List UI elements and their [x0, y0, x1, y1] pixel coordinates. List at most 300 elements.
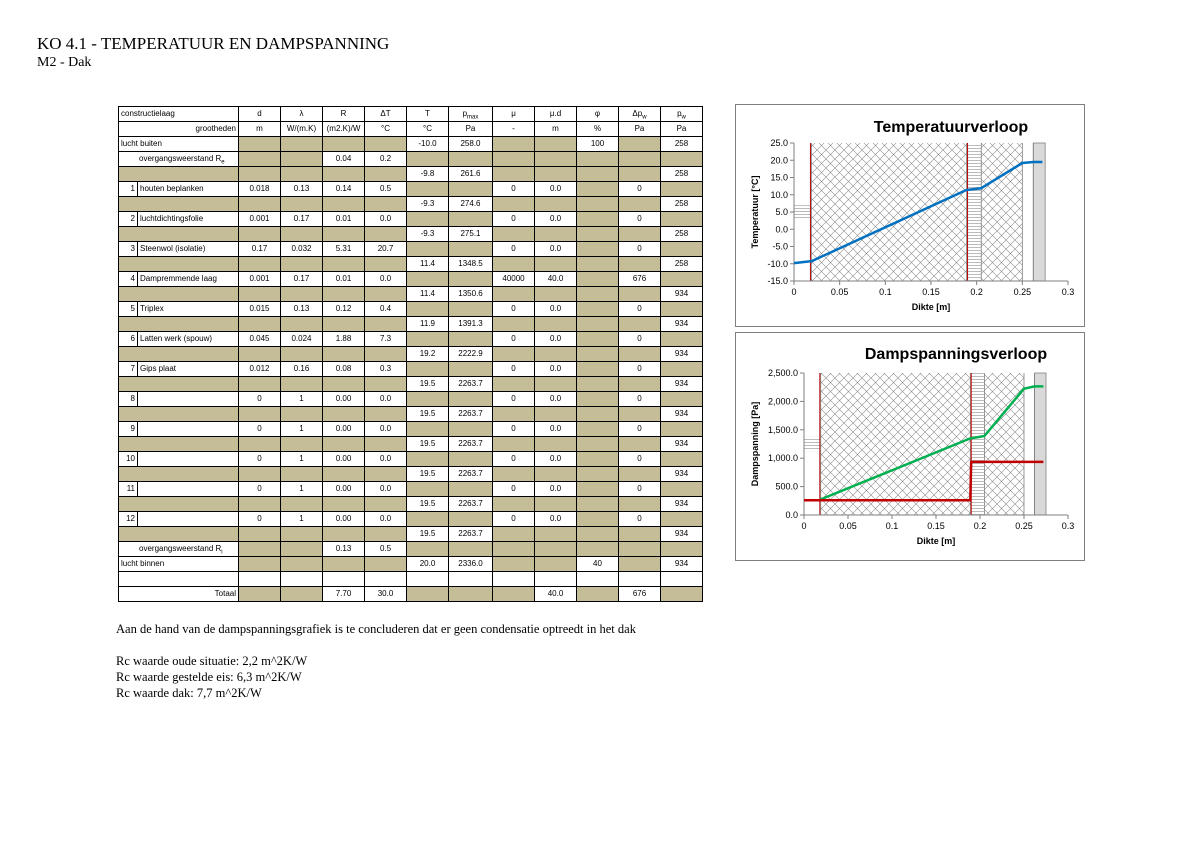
- R-cell: 0.00: [323, 512, 365, 527]
- pmax-cell: 1348.5: [449, 257, 493, 272]
- lambda-cell: 1: [281, 422, 323, 437]
- table-cell: [365, 557, 407, 572]
- mu-cell: 0: [493, 452, 535, 467]
- table-cell: [365, 407, 407, 422]
- table-cell: [577, 392, 619, 407]
- table-cell: [239, 467, 281, 482]
- layer-row: [119, 422, 703, 437]
- layer-number: 8: [119, 392, 138, 406]
- table-cell: [449, 212, 493, 227]
- mu-cell: 40000: [493, 272, 535, 287]
- dT-cell: 0.4: [365, 302, 407, 317]
- outside-film-region: [794, 205, 810, 219]
- T-cell: -10.0: [407, 137, 449, 152]
- dpw-cell: 0: [619, 242, 661, 257]
- table-cell: [239, 167, 281, 182]
- layer-name-cell: [119, 182, 239, 197]
- layer-name-cell: [119, 332, 239, 347]
- table-cell: [239, 587, 281, 602]
- pw-cell: 934: [661, 347, 703, 362]
- T-cell: 19.5: [407, 467, 449, 482]
- table-cell: [619, 437, 661, 452]
- table-cell: [449, 392, 493, 407]
- x-tick-label: 0.15: [927, 521, 945, 531]
- table-cell: [281, 377, 323, 392]
- table-cell: [535, 467, 577, 482]
- table-cell: [493, 377, 535, 392]
- table-cell: [407, 242, 449, 257]
- lambda-cell: 1: [281, 482, 323, 497]
- R-total: 7.70: [323, 587, 365, 602]
- table-cell: [239, 152, 281, 167]
- table-cell: [281, 437, 323, 452]
- dpw-cell: 0: [619, 392, 661, 407]
- table-cell: [323, 227, 365, 242]
- pw-cell: 934: [661, 287, 703, 302]
- triplex-region: [971, 373, 984, 515]
- table-cell: [577, 227, 619, 242]
- table-cell: [577, 182, 619, 197]
- table-cell: [365, 317, 407, 332]
- unit-cell: %: [577, 122, 619, 137]
- T-cell: 19.2: [407, 347, 449, 362]
- layer-name: [138, 424, 140, 433]
- x-tick-label: 0.05: [830, 287, 849, 297]
- empty-cell: [493, 572, 535, 587]
- table-cell: [535, 377, 577, 392]
- pmax-cell: 275.1: [449, 227, 493, 242]
- table-cell: [619, 542, 661, 557]
- layer-row: [119, 452, 703, 467]
- mud-cell: 0.0: [535, 182, 577, 197]
- unit-cell: Pa: [661, 122, 703, 137]
- y-tick-label: 1,500.0: [767, 424, 798, 435]
- mud-cell: 0.0: [535, 212, 577, 227]
- table-cell: [407, 302, 449, 317]
- T-cell: 19.5: [407, 497, 449, 512]
- empty-cell: [619, 572, 661, 587]
- table-cell: [449, 272, 493, 287]
- R-cell: 0.00: [323, 482, 365, 497]
- R-cell: 0.13: [323, 542, 365, 557]
- d-cell: 0: [239, 422, 281, 437]
- layer-number: 12: [119, 512, 138, 526]
- dpw-cell: 0: [619, 182, 661, 197]
- empty-cell: [323, 572, 365, 587]
- x-tick-label: 0.15: [922, 287, 940, 297]
- table-cell: [493, 587, 535, 602]
- table-cell: [535, 407, 577, 422]
- gypsum-region: [1033, 143, 1045, 281]
- d-cell: 0.001: [239, 272, 281, 287]
- table-cell: [661, 362, 703, 377]
- table-cell: [407, 332, 449, 347]
- table-cell: [281, 527, 323, 542]
- table-cell: [407, 512, 449, 527]
- table-cell: [365, 467, 407, 482]
- layer-row: [119, 512, 703, 527]
- layer-name: Gips plaat: [140, 364, 177, 373]
- dT-cell: 0.2: [365, 152, 407, 167]
- lambda-cell: 1: [281, 512, 323, 527]
- unit-cell: grootheden: [119, 122, 239, 137]
- lambda-cell: 0.17: [281, 272, 323, 287]
- dpw-cell: 0: [619, 482, 661, 497]
- mu-cell: 0: [493, 362, 535, 377]
- gypsum-region: [1035, 373, 1046, 515]
- table-cell: [493, 542, 535, 557]
- table-cell: [365, 227, 407, 242]
- pmax-cell: 274.6: [449, 197, 493, 212]
- interface-row: [119, 377, 703, 392]
- table-cell: [323, 497, 365, 512]
- table-cell: [619, 407, 661, 422]
- table-cell: [407, 452, 449, 467]
- table-cell: [577, 287, 619, 302]
- surface-resistance-row-rse: [119, 152, 703, 167]
- dpw-cell: 0: [619, 512, 661, 527]
- lambda-cell: 1: [281, 392, 323, 407]
- pw-cell: 934: [661, 467, 703, 482]
- table-cell: [449, 482, 493, 497]
- layer-name: luchtdichtingsfolie: [140, 214, 204, 223]
- table-cell: [577, 467, 619, 482]
- table-cell: [493, 527, 535, 542]
- outside-label: lucht buiten: [119, 137, 239, 152]
- table-cell: [449, 452, 493, 467]
- table-cell: [407, 362, 449, 377]
- R-cell: 0.12: [323, 302, 365, 317]
- insulation-region: [820, 373, 971, 515]
- interface-row: [119, 497, 703, 512]
- table-cell: [119, 467, 239, 482]
- unit-cell: °C: [365, 122, 407, 137]
- chart-title: Dampspanningsverloop: [864, 346, 1048, 363]
- empty-cell: [661, 572, 703, 587]
- T-cell: 11.9: [407, 317, 449, 332]
- rc-old-text: Rc waarde oude situatie: 2,2 m^2K/W: [116, 654, 308, 668]
- mud-cell: 0.0: [535, 512, 577, 527]
- R-cell: 5.31: [323, 242, 365, 257]
- table-cell: [239, 497, 281, 512]
- dT-cell: 0.0: [365, 212, 407, 227]
- mud-cell: 0.0: [535, 332, 577, 347]
- conclusion-text: Aan de hand van de dampspanningsgrafiek is te concluderen dat er geen condensatie optreedt in het dak: [116, 622, 636, 636]
- table-cell: [535, 557, 577, 572]
- interface-row: [119, 227, 703, 242]
- empty-row: [119, 572, 703, 587]
- x-tick-label: 0.3: [1061, 521, 1075, 531]
- interface-row: [119, 467, 703, 482]
- table-cell: [281, 197, 323, 212]
- pw-cell: 258: [661, 137, 703, 152]
- table-cell: [661, 482, 703, 497]
- pw-cell: 934: [661, 377, 703, 392]
- y-tick-label: 15.0: [770, 172, 788, 183]
- table-cell: [365, 497, 407, 512]
- table-cell: [577, 437, 619, 452]
- interface-row: [119, 347, 703, 362]
- layer-name: [138, 514, 140, 523]
- table-cell: [281, 257, 323, 272]
- x-axis-label: Dikte [m]: [911, 302, 951, 312]
- phi-cell: 40: [577, 557, 619, 572]
- table-cell: [239, 197, 281, 212]
- table-cell: [493, 257, 535, 272]
- table-cell: [281, 317, 323, 332]
- y-tick-label: 0.0: [785, 510, 798, 520]
- mud-cell: 0.0: [535, 392, 577, 407]
- x-tick-label: 0: [801, 521, 807, 531]
- table-cell: [281, 587, 323, 602]
- dT-cell: 7.3: [365, 332, 407, 347]
- interface-row: [119, 197, 703, 212]
- table-cell: [493, 557, 535, 572]
- table-cell: [619, 317, 661, 332]
- table-cell: [239, 542, 281, 557]
- y-tick-label: 10.0: [770, 189, 788, 200]
- triplex-region: [968, 143, 982, 281]
- mu-cell: 0: [493, 302, 535, 317]
- table-cell: [407, 542, 449, 557]
- page-header: [37, 34, 389, 71]
- table-cell: [577, 302, 619, 317]
- dpw-cell: 0: [619, 212, 661, 227]
- dpw-cell: 676: [619, 272, 661, 287]
- table-cell: [239, 407, 281, 422]
- table-cell: [535, 227, 577, 242]
- table-cell: [365, 287, 407, 302]
- rc-roof-text: Rc waarde dak: 7,7 m^2K/W: [116, 686, 262, 700]
- y-tick-label: -10.0: [767, 258, 788, 269]
- table-cell: [493, 347, 535, 362]
- layer-name: Dampremmende laag: [140, 274, 217, 283]
- T-cell: 11.4: [407, 287, 449, 302]
- table-cell: [407, 422, 449, 437]
- unit-cell: °C: [407, 122, 449, 137]
- unit-cell: W/(m.K): [281, 122, 323, 137]
- layer-row: [119, 332, 703, 347]
- lambda-cell: 0.13: [281, 302, 323, 317]
- pmax-cell: 2336.0: [449, 557, 493, 572]
- mud-total: 40.0: [535, 587, 577, 602]
- total-label: Totaal: [119, 587, 239, 602]
- table-cell: [619, 557, 661, 572]
- layer-number: 6: [119, 332, 138, 346]
- pmax-cell: 2263.7: [449, 377, 493, 392]
- table-cell: [119, 497, 239, 512]
- table-cell: [281, 137, 323, 152]
- layer-name-cell: [119, 242, 239, 257]
- R-cell: 1.88: [323, 332, 365, 347]
- table-cell: [239, 227, 281, 242]
- notes: [116, 621, 636, 701]
- x-tick-label: 0.2: [970, 287, 983, 297]
- table-cell: [577, 512, 619, 527]
- dT-total: 30.0: [365, 587, 407, 602]
- T-cell: 19.5: [407, 527, 449, 542]
- d-cell: 0.17: [239, 242, 281, 257]
- table-cell: [661, 542, 703, 557]
- inside-label: lucht binnen: [119, 557, 239, 572]
- layer-name: Latten werk (spouw): [140, 334, 213, 343]
- table-cell: [619, 287, 661, 302]
- dT-cell: 0.0: [365, 272, 407, 287]
- mud-cell: 0.0: [535, 452, 577, 467]
- table-cell: [449, 332, 493, 347]
- table-cell: [407, 152, 449, 167]
- outside-film-region: [804, 437, 820, 451]
- d-cell: 0: [239, 512, 281, 527]
- table-cell: [535, 317, 577, 332]
- table-cell: [281, 287, 323, 302]
- table-cell: [281, 152, 323, 167]
- mud-cell: 0.0: [535, 482, 577, 497]
- table-cell: [119, 227, 239, 242]
- table-cell: [323, 257, 365, 272]
- table-cell: [493, 467, 535, 482]
- dT-cell: 0.0: [365, 422, 407, 437]
- table-cell: [535, 287, 577, 302]
- table-cell: [407, 212, 449, 227]
- layer-row: [119, 392, 703, 407]
- x-tick-label: 0.1: [879, 287, 892, 297]
- chart-title: Temperatuurverloop: [873, 119, 1029, 136]
- table-cell: [535, 347, 577, 362]
- table-cell: [619, 347, 661, 362]
- header-cell: μ: [493, 107, 535, 122]
- y-tick-label: 500.0: [775, 481, 798, 492]
- lambda-cell: 0.13: [281, 182, 323, 197]
- header-cell: $\Delta p_w$: [619, 107, 661, 122]
- table-cell: [281, 557, 323, 572]
- layer-number: 7: [119, 362, 138, 376]
- vapour-pressure-chart: [735, 332, 1085, 561]
- table-cell: [577, 212, 619, 227]
- table-cell: [577, 242, 619, 257]
- y-tick-label: -15.0: [767, 276, 788, 286]
- table-cell: [661, 392, 703, 407]
- pmax-cell: 2263.7: [449, 437, 493, 452]
- table-cell: [449, 542, 493, 557]
- table-cell: [323, 317, 365, 332]
- table-cell: [449, 422, 493, 437]
- pw-cell: 934: [661, 557, 703, 572]
- x-axis-label: Dikte [m]: [916, 536, 956, 546]
- table-cell: [619, 467, 661, 482]
- lambda-cell: 0.17: [281, 212, 323, 227]
- empty-cell: [239, 572, 281, 587]
- table-cell: [619, 137, 661, 152]
- table-cell: [407, 392, 449, 407]
- table-cell: [407, 272, 449, 287]
- table-cell: [239, 257, 281, 272]
- rc-requirement-text: Rc waarde gestelde eis: 6,3 m^2K/W: [116, 670, 302, 684]
- mud-cell: 40.0: [535, 272, 577, 287]
- y-axis-label: Temperatuur [°C]: [750, 175, 760, 249]
- table-cell: [577, 257, 619, 272]
- dT-cell: 0.5: [365, 182, 407, 197]
- x-tick-label: 0.05: [839, 521, 857, 531]
- table-cell: [619, 497, 661, 512]
- pw-cell: 934: [661, 497, 703, 512]
- dpw-total: 676: [619, 587, 661, 602]
- table-cell: [449, 362, 493, 377]
- layer-name-cell: [119, 422, 239, 437]
- pmax-cell: 258.0: [449, 137, 493, 152]
- table-cell: [661, 422, 703, 437]
- vapour-pressure-chart-svg: [736, 333, 1084, 560]
- table-cell: [323, 197, 365, 212]
- y-tick-label: 25.0: [770, 138, 788, 148]
- R-cell: 0.00: [323, 452, 365, 467]
- mud-cell: 0.0: [535, 422, 577, 437]
- dpw-cell: 0: [619, 302, 661, 317]
- table-cell: [493, 437, 535, 452]
- interface-row: [119, 167, 703, 182]
- dT-cell: 0.5: [365, 542, 407, 557]
- R-cell: 0.01: [323, 272, 365, 287]
- header-cell: $p_{max}$: [449, 107, 493, 122]
- layer-name-cell: [119, 362, 239, 377]
- R-cell: 0.04: [323, 152, 365, 167]
- header-cell: $p_w$: [661, 107, 703, 122]
- layer-name: Triplex: [140, 304, 164, 313]
- header-cell: T: [407, 107, 449, 122]
- table-cell: [619, 227, 661, 242]
- pw-cell: 258: [661, 197, 703, 212]
- x-tick-label: 0: [791, 287, 797, 297]
- mud-cell: 0.0: [535, 302, 577, 317]
- table-cell: [661, 182, 703, 197]
- y-tick-label: 2,000.0: [767, 396, 798, 407]
- layer-row: [119, 242, 703, 257]
- table-cell: [535, 257, 577, 272]
- table-cell: [239, 377, 281, 392]
- dpw-cell: 0: [619, 332, 661, 347]
- table-cell: [535, 137, 577, 152]
- table-cell: [365, 137, 407, 152]
- d-cell: 0: [239, 452, 281, 467]
- table-cell: [493, 152, 535, 167]
- table-cell: [239, 317, 281, 332]
- table-cell: [619, 257, 661, 272]
- T-cell: 11.4: [407, 257, 449, 272]
- table-cell: [535, 167, 577, 182]
- table-cell: [661, 332, 703, 347]
- mu-cell: 0: [493, 422, 535, 437]
- pw-cell: 934: [661, 317, 703, 332]
- mud-cell: 0.0: [535, 362, 577, 377]
- T-cell: 19.5: [407, 437, 449, 452]
- surface-resistance-label: overgangsweerstand $R_i$: [119, 542, 239, 557]
- T-cell: 19.5: [407, 377, 449, 392]
- pw-cell: 934: [661, 437, 703, 452]
- d-cell: 0.001: [239, 212, 281, 227]
- table-cell: [365, 257, 407, 272]
- table-cell: [365, 377, 407, 392]
- dpw-cell: 0: [619, 422, 661, 437]
- pmax-cell: 1350.6: [449, 287, 493, 302]
- unit-cell: (m2.K)/W: [323, 122, 365, 137]
- mu-cell: 0: [493, 482, 535, 497]
- table-cell: [577, 317, 619, 332]
- interface-row: [119, 287, 703, 302]
- table-cell: [577, 377, 619, 392]
- table-cell: [119, 167, 239, 182]
- table-cell: [119, 377, 239, 392]
- y-tick-label: -5.0: [772, 241, 788, 252]
